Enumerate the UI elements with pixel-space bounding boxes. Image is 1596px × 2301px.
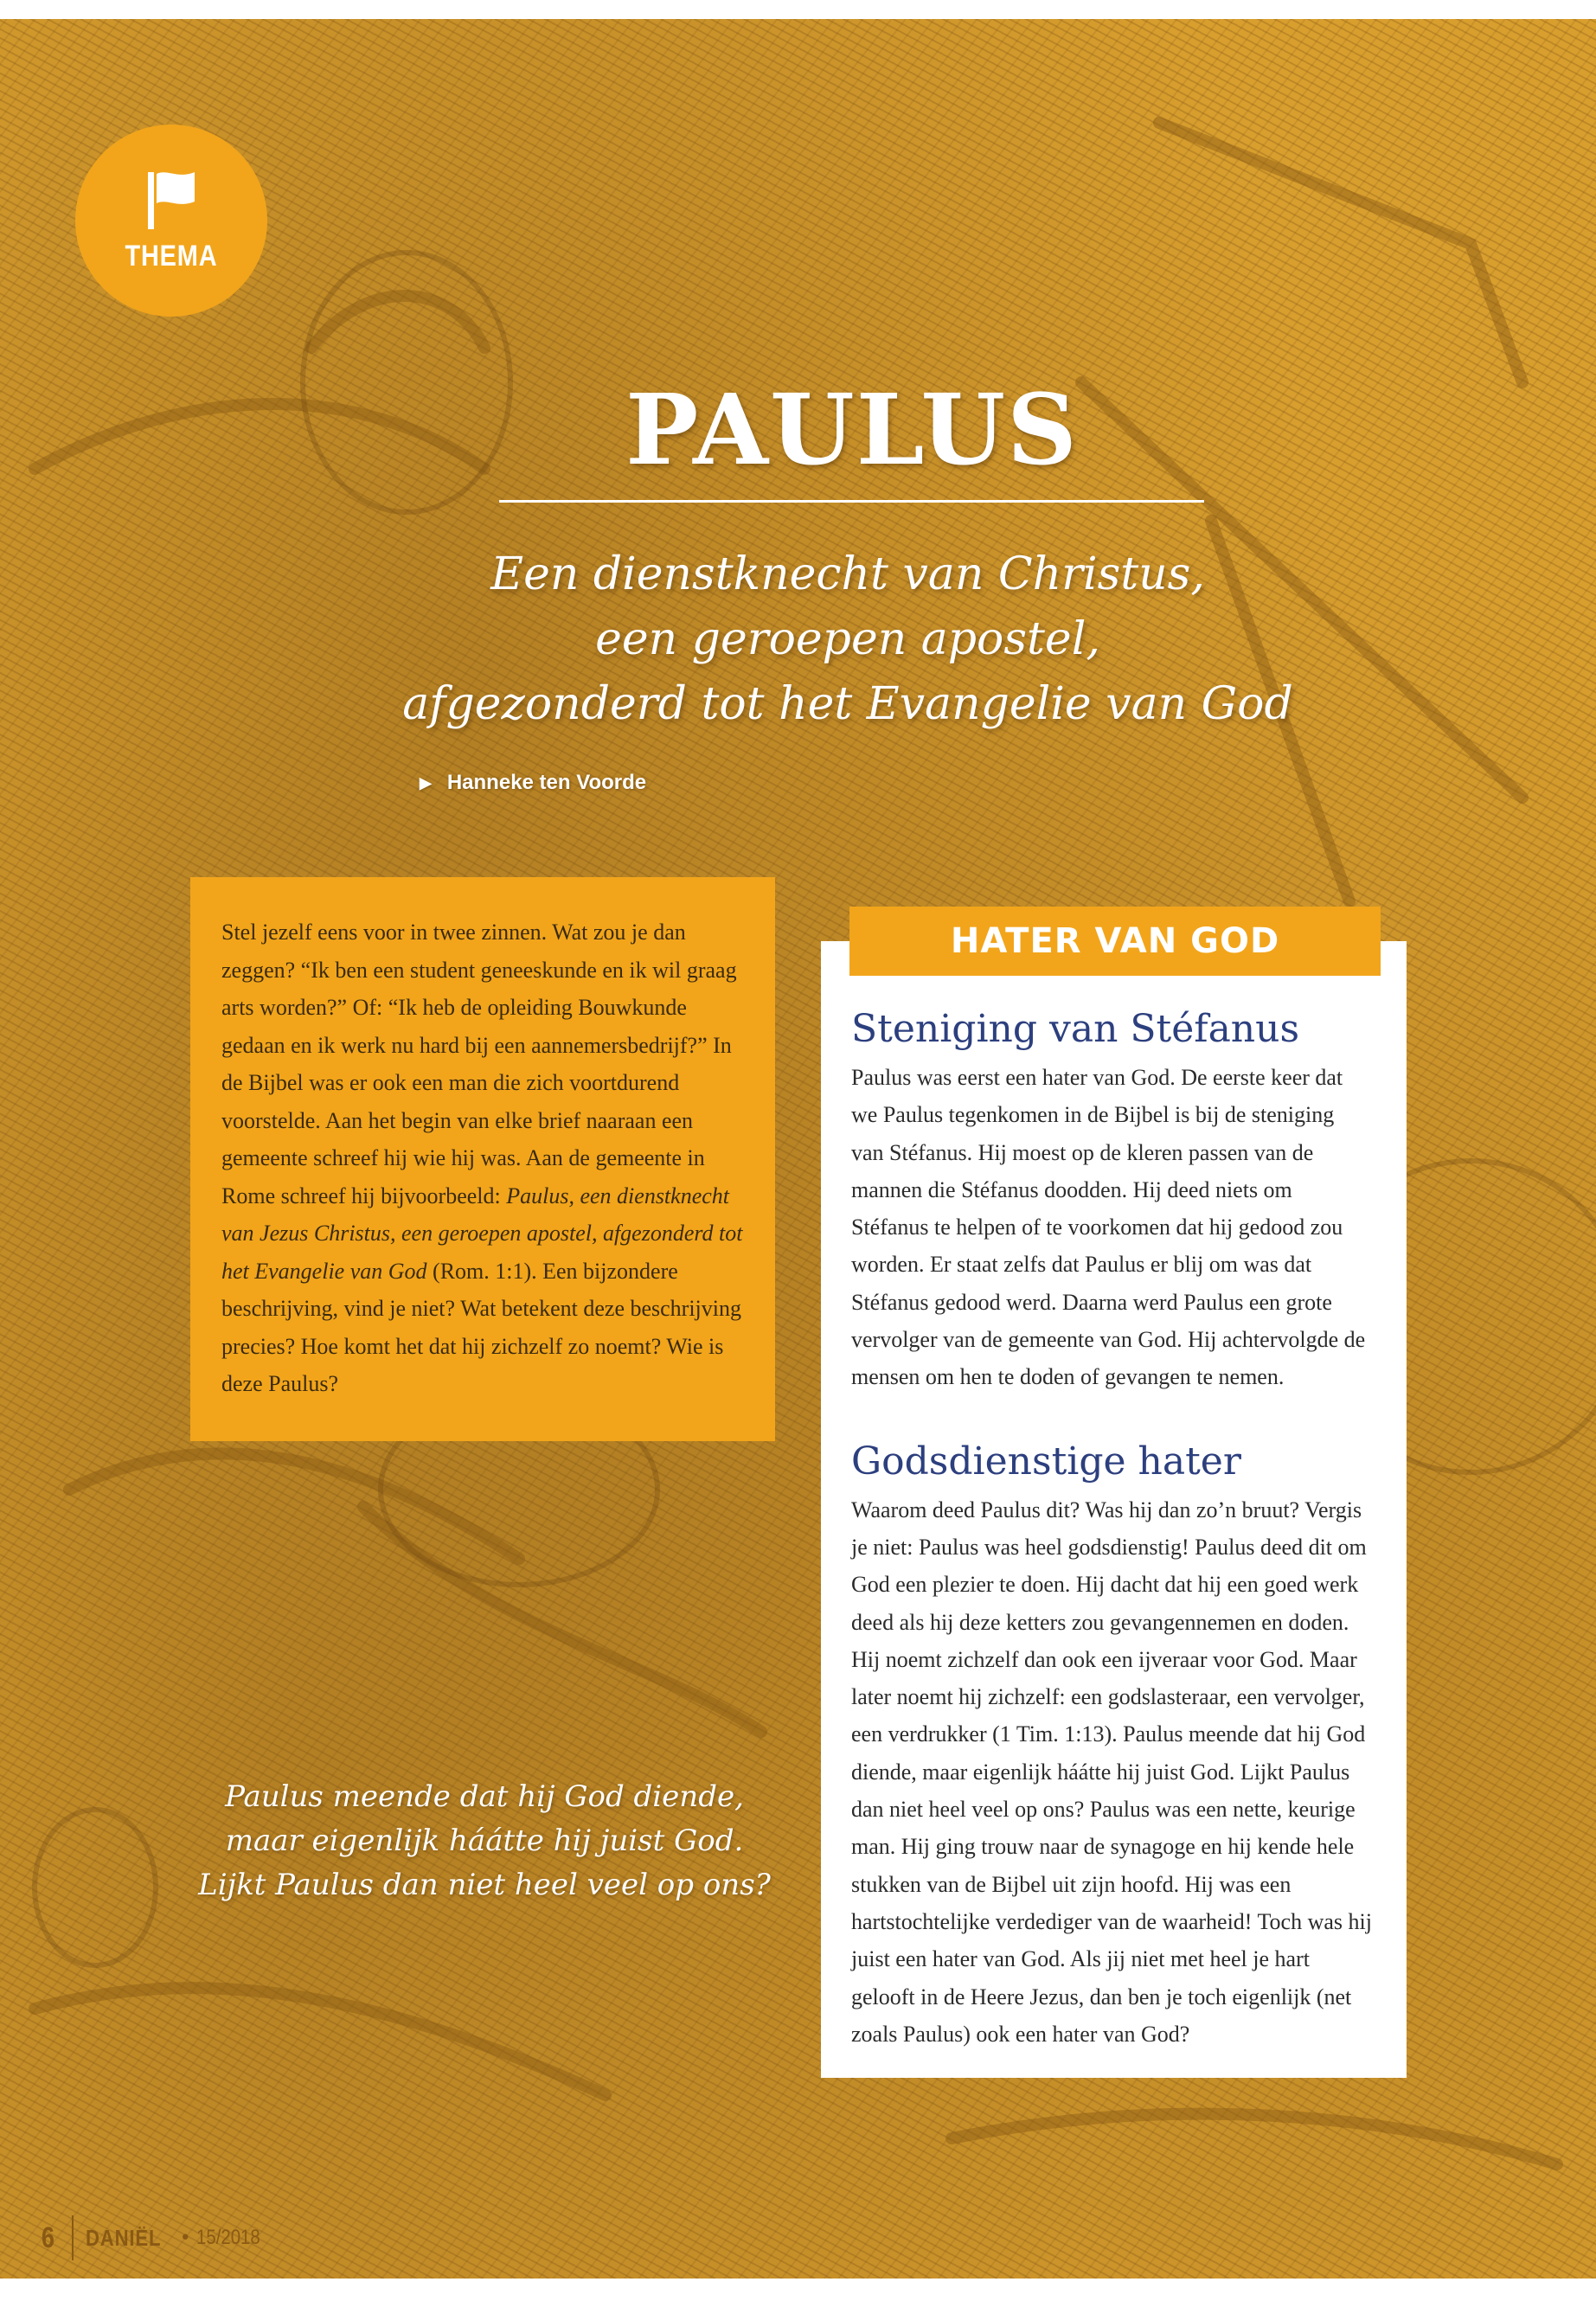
section-heading: Steniging van Stéfanus bbox=[851, 1007, 1300, 1051]
sidebar-header-label: HATER VAN GOD bbox=[950, 921, 1280, 961]
pull-quote: Paulus meende dat hij God diende, maar eigenlijk háátte hij juist God. Lijkt Paulus dan niet heel veel op ons? bbox=[198, 1779, 771, 1902]
page-number: 6 bbox=[41, 2221, 55, 2254]
footer-divider bbox=[72, 2215, 74, 2260]
subtitle-line: afgezonderd tot het Evangelie van God bbox=[402, 678, 1293, 730]
intro-text-part2: (Rom. 1:1). Een bijzondere beschrijving, vind je niet? Wat betekent deze beschrijving precies? Hoe komt het dat hij zichzelf zo noemt? Wie is deze Paulus? bbox=[221, 1258, 742, 1396]
badge-label: THEMA bbox=[125, 239, 218, 272]
bullet-icon: • bbox=[179, 2227, 191, 2249]
section-body: Paulus was eerst een hater van God. De eerste keer dat we Paulus tegenkomen in de Bijbel is bij de steniging van Stéfanus. Hij moest op de kleren passen van de mannen die Stéfanus doodden. Hij deed niets om Stéfanus te helpen of te voorkomen dat hij gedood zou worden. Er staat zelfs dat Paulus er blij om was dat Stéfanus gedood werd. Daarna werd Paulus een grote vervolger van de gemeente van God. Hij achtervolgde de mensen om hen te doden of gevangen te nemen. bbox=[851, 1065, 1366, 1390]
subtitle-line: een geroepen apostel, bbox=[595, 613, 1100, 665]
triangle-right-icon: ▶ bbox=[420, 773, 432, 792]
page-footer bbox=[40, 2214, 271, 2262]
intro-box bbox=[190, 877, 775, 1441]
section-body: Waarom deed Paulus dit? Was hij dan zo’n bruut? Vergis je niet: Paulus was heel godsdienstig! Paulus deed dit om God een plezier te doen. Hij dacht dat hij een goed werk deed als hij deze ketters zou gevangennemen en doden. Hij noemt zichzelf dan ook een ijveraar voor God. Maar later noemt hij zichzelf: een godslasteraar, een vervolger, een verdrukker (1 Tim. 1:13). Paulus meende dat hij God diende, maar eigenlijk háátte hij juist God. Lijkt Paulus dan niet heel veel op ons? Paulus was een nette, keurige man. Hij ging trouw naar de synagoge en hij kende hele stukken van de Bijbel uit zijn hoofd. Hij was een hartstochtelijke verdediger van de waarheid! Toch was hij juist een hater van God. Als jij niet met heel je hart gelooft in de Heere Jezus, dan ben je toch eigenlijk (net zoals Paulus) ook een hater van God? bbox=[851, 1497, 1372, 2047]
sidebar-header bbox=[849, 907, 1381, 976]
intro-paragraph bbox=[221, 913, 747, 1403]
subtitle-line: Een dienstknecht van Christus, bbox=[490, 548, 1205, 600]
section-heading: Godsdienstige hater bbox=[851, 1439, 1241, 1484]
thema-badge bbox=[75, 125, 267, 317]
author-name: Hanneke ten Voorde bbox=[446, 771, 647, 794]
author-byline bbox=[420, 771, 646, 795]
magazine-page bbox=[0, 19, 1596, 2279]
title-divider bbox=[499, 500, 1204, 503]
magazine-name: DANIËL bbox=[85, 2224, 162, 2251]
article-title: PAULUS bbox=[625, 374, 1079, 487]
article-subtitle bbox=[329, 542, 1367, 737]
sidebar-panel bbox=[821, 941, 1407, 2078]
issue-number: 15/2018 bbox=[195, 2226, 260, 2249]
intro-text-part1: Stel jezelf eens voor in twee zinnen. Wat zou je dan zeggen? “Ik ben een student geneeskunde en ik wil graag arts worden?” Of: “Ik heb de opleiding Bouwkunde gedaan en ik werk nu hard bij een aannemersbedrijf?” In de Bijbel was er ook een man die zich voortdurend voorstelde. Aan het begin van elke brief naaraan een gemeente schreef hij wie hij was. Aan de gemeente in Rome schreef hij bijvoorbeeld: bbox=[221, 920, 737, 1208]
flag-icon bbox=[143, 169, 200, 231]
intro-scripture-quote: Paulus, een dienstknecht van Jezus Christus, een geroepen apostel, afgezonderd tot het Evangelie van God bbox=[221, 1183, 743, 1284]
